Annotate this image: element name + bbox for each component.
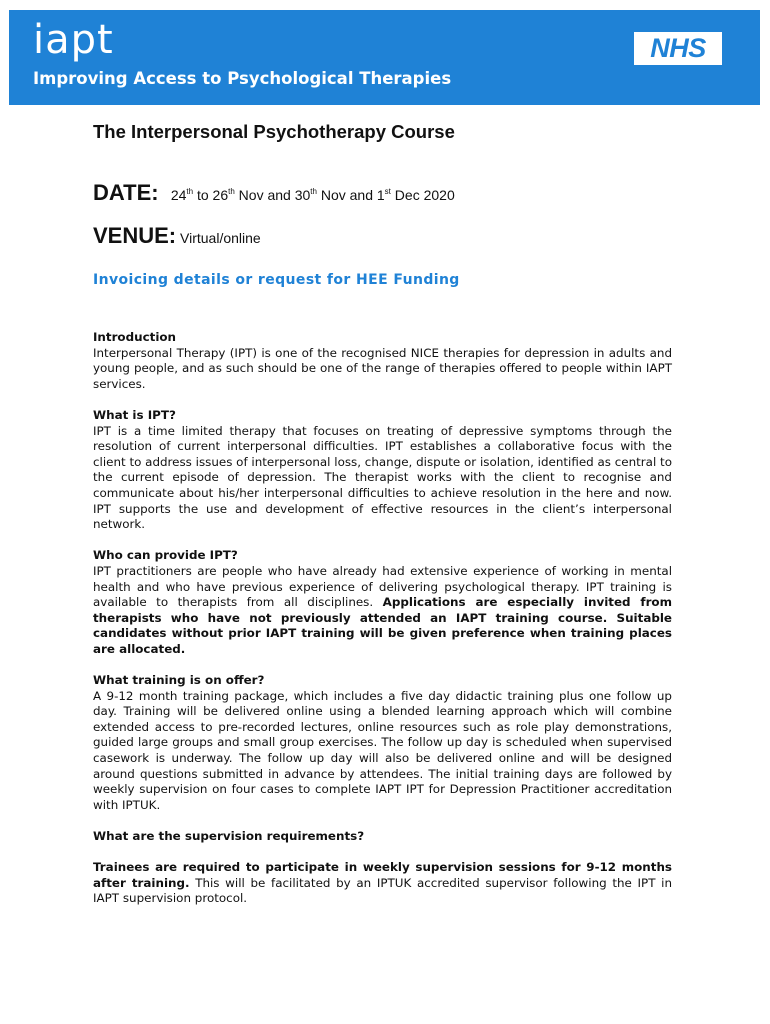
iapt-logo: iapt bbox=[33, 17, 114, 63]
supervision-heading: What are the supervision requirements? bbox=[93, 829, 365, 843]
page-title: The Interpersonal Psychotherapy Course bbox=[93, 121, 455, 142]
training-heading: What training is on offer? bbox=[93, 673, 265, 688]
venue-label: VENUE: bbox=[93, 223, 177, 248]
intro-heading: Introduction bbox=[93, 330, 177, 344]
header-banner bbox=[9, 10, 760, 105]
what-is-ipt-text: IPT is a time limited therapy that focuses on treating of depressive symptoms through the resolution of current interpersonal difficulties. IPT establishes a collaborative focus with the client to address issues of interpersonal loss, change, dispute or isolation, identified as central to the current episode of depression. The therapist works with the client to recognise and communicate about his/her interpersonal difficulties to achieve resolution in the here and now. IPT supports the use and development of effective resources in the client’s interpersonal network. bbox=[93, 423, 672, 532]
tagline: Improving Access to Psychological Therapies bbox=[33, 69, 452, 88]
date-row bbox=[93, 180, 455, 206]
supervision-text: Trainees are required to participate in weekly supervision sessions for 9-12 months after training. This will be facilitated by an IPTUK accredited supervisor following the IPT in IAPT supervision protocol. bbox=[93, 860, 672, 906]
invoicing-heading: Invoicing details or request for HEE Funding bbox=[93, 272, 460, 288]
what-is-ipt-heading: What is IPT? bbox=[93, 407, 176, 422]
supervision-emphasis: Trainees are required to participate in weekly supervision sessions for 9-12 months after training. bbox=[93, 860, 672, 890]
nhs-logo: NHS bbox=[634, 32, 722, 65]
who-can-provide-emphasis: Applications are especially invited from therapists who have not previously attended an IAPT training course. Suitable candidates without prior IAPT training will be given preference when training places are allocated. bbox=[93, 595, 672, 656]
date-value: 24th to 26th Nov and 30th Nov and 1st Dec 2020 bbox=[170, 187, 455, 203]
venue-row bbox=[93, 223, 261, 249]
date-label: DATE: bbox=[93, 180, 159, 205]
venue-value: Virtual/online bbox=[176, 230, 261, 246]
who-can-provide-heading: Who can provide IPT? bbox=[93, 548, 238, 563]
who-can-provide-text: IPT practitioners are people who have already had extensive experience of working in mental health and who have previous experience of delivering psychological therapy. IPT training is available to therapists from all disciplines. Applications are especially invited from therapists who have not previously attended an IAPT training course. Suitable candidates without prior IAPT training will be given preference when training places are allocated. bbox=[93, 563, 672, 656]
training-text: A 9-12 month training package, which includes a five day didactic training plus one follow up day. Training will be delivered online using a blended learning approach which will combine extended access to pre-recorded lectures, online resources such as role play demonstrations, guided large groups and small group exercises. The follow up day is scheduled when supervised casework is underway. The follow up day will also be delivered online and will be designed around questions submitted in advance by attendees. The initial training days are followed by weekly supervision on four cases to complete IAPT IPT for Depression Practitioner accreditation with IPTUK. bbox=[93, 688, 672, 812]
course-content bbox=[93, 330, 672, 907]
intro-text: Interpersonal Therapy (IPT) is one of the recognised NICE therapies for depression in adults and young people, and as such should be one of the range of therapies offered to people within IAPT services. bbox=[93, 345, 672, 391]
